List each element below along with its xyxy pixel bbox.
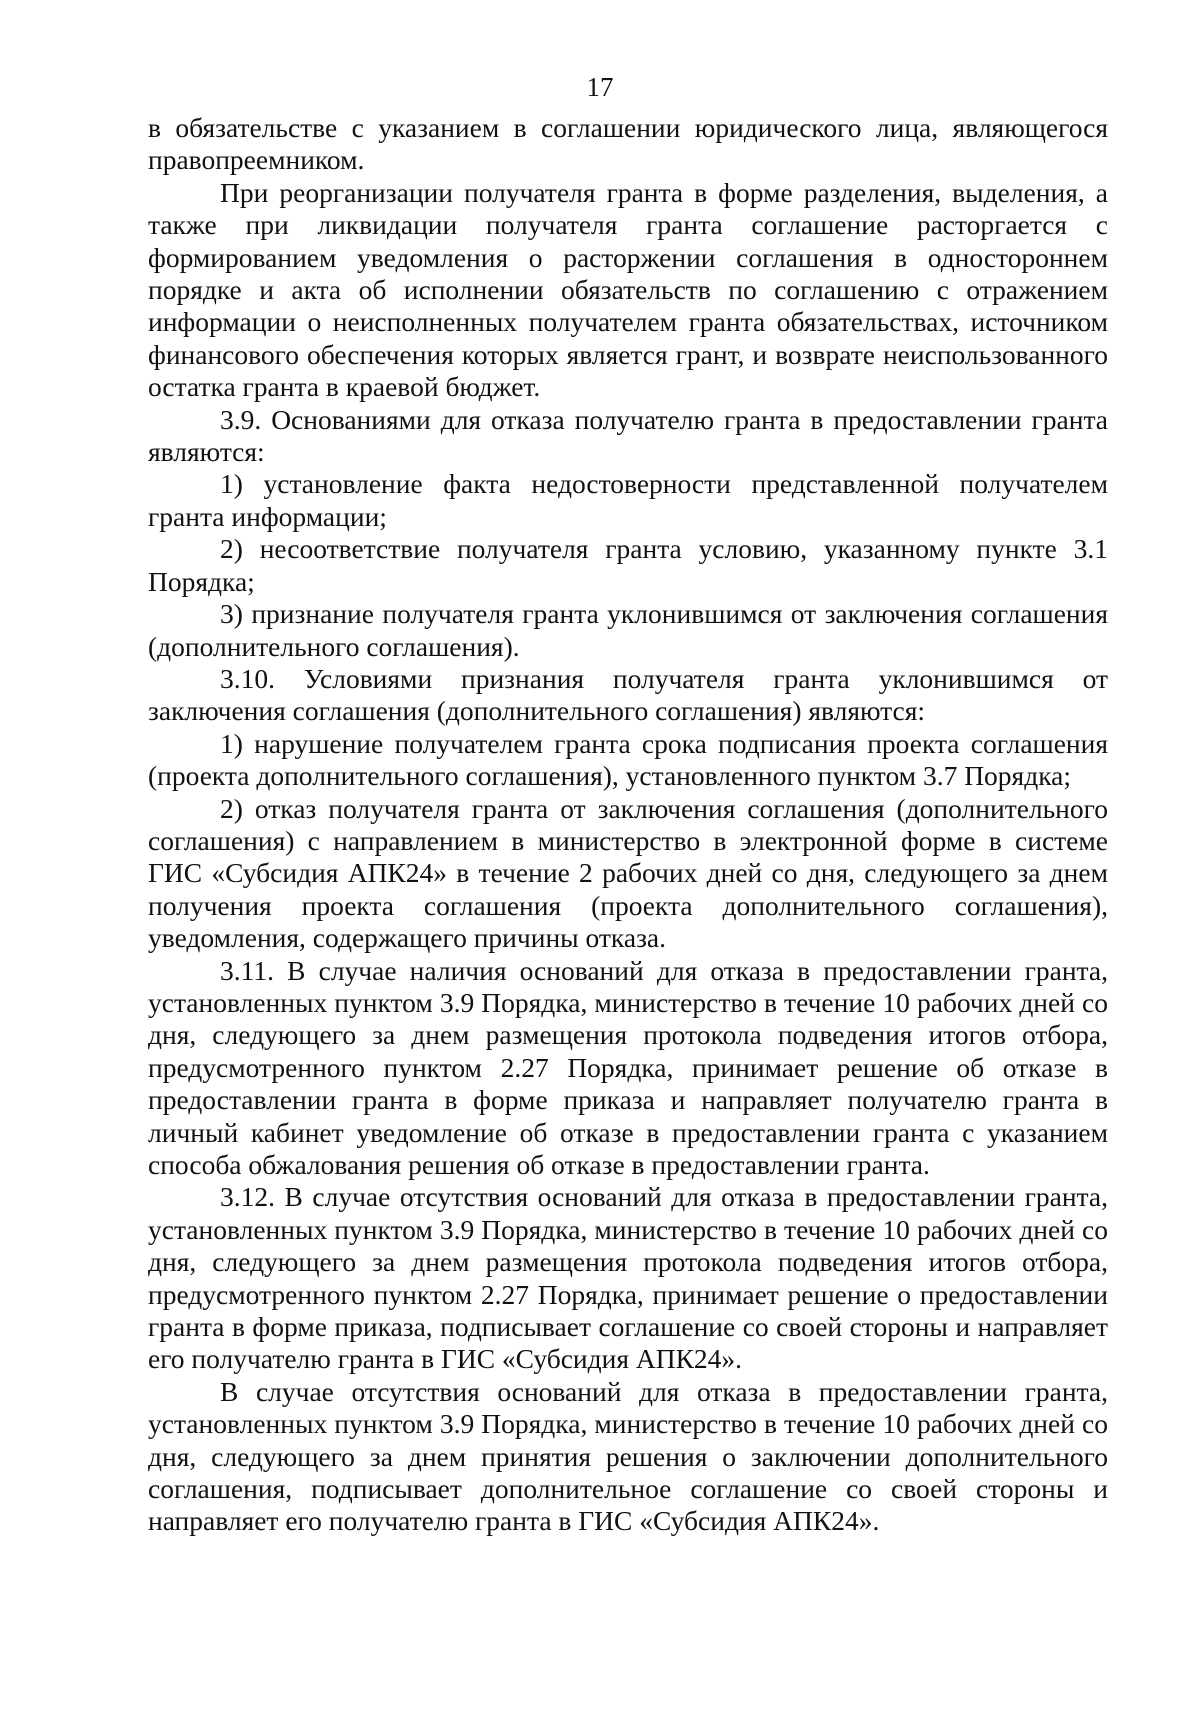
- page-number: 17: [586, 72, 614, 102]
- clause-3-9-item-2: 2) несоответствие получателя гранта условию, указанному пункте 3.1 Порядка;: [148, 533, 1108, 597]
- clause-3-9: 3.9. Основаниями для отказа получателю гранта в предоставлении гранта являются:: [148, 403, 1108, 468]
- document-body: [148, 112, 1108, 1538]
- clause-3-12: 3.12. В случае отсутствия оснований для отказа в предоставлении гранта, установленных пунктом 3.9 Порядка, министерство в течение 10 рабочих дней со дня, следующего за днем размещения протокола подведения итогов отбора, предусмотренного пунктом 2.27 Порядка, принимает решение о предоставлении гранта в форме приказа, подписывает соглашение со своей стороны и направляет его получателю гранта в ГИС «Субсидия АПК24».: [148, 1181, 1108, 1375]
- clause-3-11: 3.11. В случае наличия оснований для отказа в предоставлении гранта, установленных пунктом 3.9 Порядка, министерство в течение 10 рабочих дней со дня, следующего за днем размещения протокола подведения итогов отбора, предусмотренного пунктом 2.27 Порядка, принимает решение об отказе в предоставлении гранта в форме приказа и направляет получателю гранта в личный кабинет уведомление об отказе в предоставлении гранта с указанием способа обжалования решения об отказе в предоставлении гранта.: [148, 954, 1108, 1180]
- clause-3-9-item-3: 3) признание получателя гранта уклонившимся от заключения соглашения (дополнительного соглашения).: [148, 598, 1108, 662]
- clause-3-10-item-2: 2) отказ получателя гранта от заключения соглашения (дополнительного соглашения) с направлением в министерство в электронной форме в системе ГИС «Субсидия АПК24» в течение 2 рабочих дней со дня, следующего за днем получения проекта соглашения (проекта дополнительного соглашения), уведомления, содержащего причины отказа.: [148, 792, 1108, 954]
- clause-3-10: 3.10. Условиями признания получателя гранта уклонившимся от заключения соглашения (дополнительного соглашения) являются:: [148, 662, 1108, 727]
- clause-3-10-item-1: 1) нарушение получателем гранта срока подписания проекта соглашения (проекта дополнительного соглашения), установленного пунктом 3.7 Порядка;: [148, 727, 1108, 792]
- paragraph-reorganization: При реорганизации получателя гранта в форме разделения, выделения, а также при ликвидации получателя гранта соглашение расторгается с формированием уведомления о расторжении соглашения в одностороннем порядке и акта об исполнении обязательств по соглашению с отражением информации о неисполненных получателем гранта обязательствах, источником финансового обеспечения которых является грант, и возврате неиспользованного остатка гранта в краевой бюджет.: [148, 176, 1108, 403]
- paragraph-continuation: в обязательстве с указанием в соглашении юридического лица, являющегося правопреемником.: [148, 112, 1108, 176]
- clause-3-9-item-1: 1) установление факта недостоверности представленной получателем гранта информации;: [148, 468, 1108, 532]
- paragraph-additional-agreement: В случае отсутствия оснований для отказа в предоставлении гранта, установленных пунктом 3.9 Порядка, министерство в течение 10 рабочих дней со дня, следующего за днем принятия решения о заключении дополнительного соглашения, подписывает дополнительное соглашение со своей стороны и направляет его получателю гранта в ГИС «Субсидия АПК24».: [148, 1375, 1108, 1537]
